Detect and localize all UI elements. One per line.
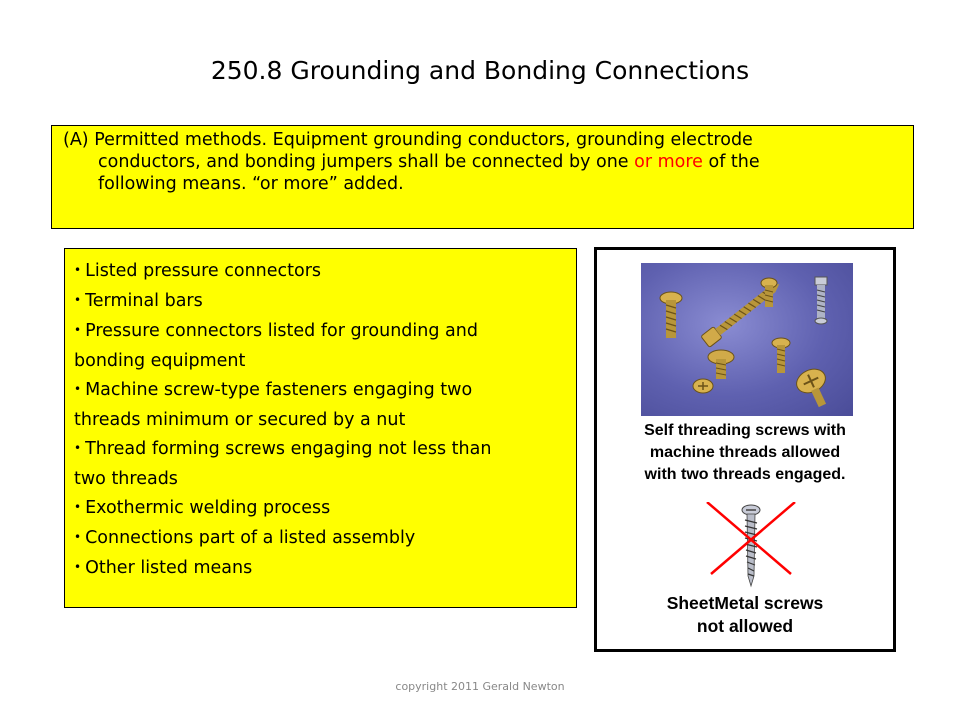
allowed-caption bbox=[597, 420, 893, 486]
list-item bbox=[74, 257, 568, 287]
intro-line-1: (A) Permitted methods. Equipment grounding conductors, grounding electrode bbox=[63, 130, 753, 150]
list-item bbox=[74, 287, 568, 317]
allowed-caption-line-2: machine threads allowed bbox=[649, 444, 841, 461]
bullet: • bbox=[74, 560, 82, 574]
permitted-methods-box bbox=[51, 125, 914, 229]
silver-screw-icon bbox=[815, 277, 827, 324]
list-item bbox=[74, 554, 568, 584]
list-item bbox=[74, 317, 568, 347]
means-list bbox=[74, 257, 568, 584]
list-item-text: bonding equipment bbox=[74, 351, 246, 371]
not-allowed-caption-line-2: not allowed bbox=[696, 616, 794, 636]
small-brass-screw-icon bbox=[772, 338, 790, 373]
bullet: • bbox=[74, 441, 82, 455]
intro-line-2-text: conductors, and bonding jumpers shall be connected by one bbox=[98, 152, 635, 172]
allowed-caption-line-1: Self threading screws with bbox=[644, 422, 846, 439]
list-item bbox=[74, 435, 568, 465]
sheet-metal-screw-crossed bbox=[701, 502, 799, 590]
washer-screw-icon bbox=[708, 350, 734, 379]
not-allowed-caption-line-1: SheetMetal screws bbox=[666, 593, 824, 613]
list-item bbox=[74, 376, 568, 406]
bullet: • bbox=[74, 530, 82, 544]
list-item-text: threads minimum or secured by a nut bbox=[74, 410, 406, 430]
screw-figure-box bbox=[594, 247, 896, 652]
or-more-highlight: or more bbox=[634, 152, 703, 172]
list-item-continuation bbox=[74, 465, 568, 494]
intro-line-2 bbox=[63, 151, 903, 173]
list-item-text: Listed pressure connectors bbox=[85, 261, 322, 281]
sheet-metal-screw-illustration bbox=[701, 502, 799, 590]
large-phillips-screw-icon bbox=[793, 365, 836, 412]
list-item-continuation bbox=[74, 347, 568, 376]
list-item bbox=[74, 494, 568, 524]
list-item-text: Terminal bars bbox=[85, 291, 203, 311]
self-threading-screws-photo bbox=[641, 263, 853, 416]
list-item-continuation bbox=[74, 406, 568, 435]
bullet: • bbox=[74, 382, 82, 396]
list-item-text: Thread forming screws engaging not less than bbox=[85, 439, 492, 459]
bullet: • bbox=[74, 263, 82, 277]
list-item-text: Connections part of a listed assembly bbox=[85, 528, 416, 548]
brass-screw-icon bbox=[660, 292, 682, 338]
intro-line-2-end: of the bbox=[702, 152, 760, 172]
phillips-screw-icon bbox=[693, 379, 713, 393]
list-item-text: Other listed means bbox=[85, 558, 253, 578]
list-item-text: Exothermic welding process bbox=[85, 498, 331, 518]
list-item-text: Machine screw-type fasteners engaging two bbox=[85, 380, 473, 400]
slide-title: 250.8 Grounding and Bonding Connections bbox=[210, 56, 750, 85]
list-item-text: two threads bbox=[74, 469, 178, 489]
bullet: • bbox=[74, 323, 82, 337]
means-list-box bbox=[64, 248, 577, 608]
screws-illustration bbox=[641, 263, 853, 416]
bullet: • bbox=[74, 500, 82, 514]
allowed-caption-line-3: with two threads engaged. bbox=[644, 466, 846, 483]
list-item-text: Pressure connectors listed for grounding and bbox=[85, 321, 478, 341]
copyright-footer: copyright 2011 Gerald Newton bbox=[395, 680, 565, 693]
bullet: • bbox=[74, 293, 82, 307]
intro-line-3: following means. “or more” added. bbox=[98, 174, 404, 194]
not-allowed-caption bbox=[597, 592, 893, 638]
list-item bbox=[74, 524, 568, 554]
